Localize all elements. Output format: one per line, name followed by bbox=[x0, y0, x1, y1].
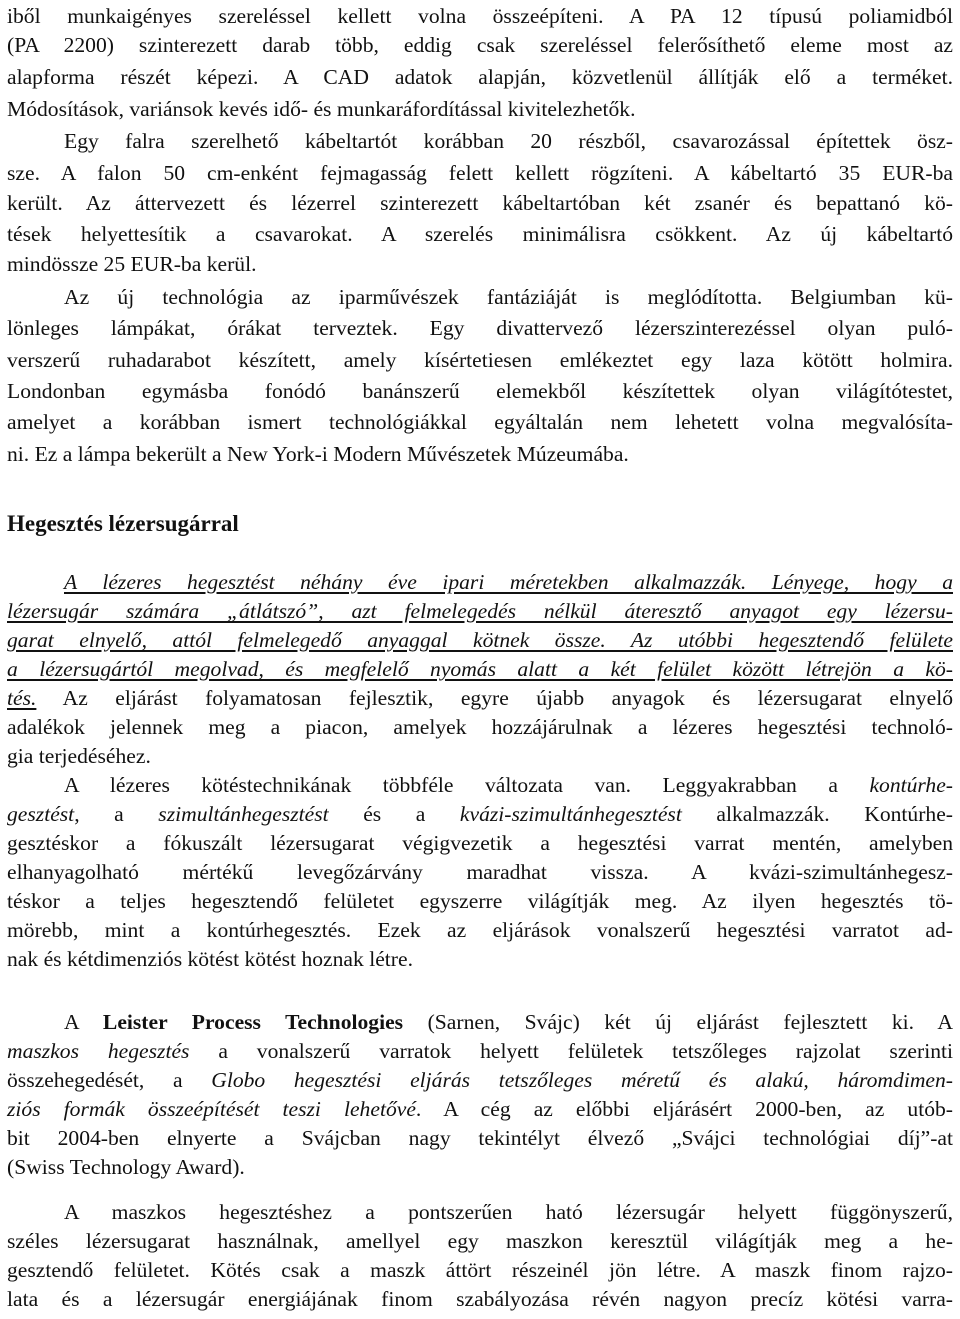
text-line bbox=[7, 856, 953, 888]
text-line bbox=[7, 438, 953, 470]
italic-text: kvázi-szimultánhegesztést bbox=[459, 802, 682, 826]
text-line bbox=[7, 914, 953, 946]
text-run: , a bbox=[74, 802, 159, 826]
text-line bbox=[7, 885, 953, 917]
text-run: gesztéskor a fókuszált lézersugarat végigvezetik a hegesztési varrat mentén, amelyben bbox=[7, 831, 953, 855]
bold-company-name: Leister Process Technologies bbox=[102, 1010, 404, 1034]
text-run: amelyet a korábban ismert technológiákkal egyáltalán nem lehetett volna megvalósíta- bbox=[7, 410, 953, 434]
text-line bbox=[7, 769, 953, 801]
italic-underlined-text: tés. bbox=[7, 686, 37, 710]
text-line bbox=[7, 566, 953, 598]
text-line bbox=[7, 624, 953, 656]
text-run: . A cég az előbbi eljárásért 2000-ben, az utób- bbox=[415, 1097, 953, 1121]
text-line bbox=[7, 1064, 953, 1096]
text-line bbox=[7, 1151, 953, 1183]
text-line bbox=[7, 653, 953, 685]
italic-text: ziós formák összeépítését teszi lehetővé bbox=[7, 1097, 416, 1121]
text-line bbox=[7, 827, 953, 859]
italic-text: kontúrhe- bbox=[869, 773, 953, 797]
text-run: gesztendő felületet. Kötés csak a maszk áttört részeinél jön létre. A maszk finom rajzo- bbox=[7, 1258, 953, 1282]
text-run: Londonban egymásba fonódó banánszerű elemekből készítettek olyan világítótestet, bbox=[7, 379, 953, 403]
text-line bbox=[7, 61, 953, 93]
section-heading: Hegesztés lézersugárral bbox=[7, 511, 239, 536]
text-line bbox=[7, 740, 953, 772]
text-run: bit 2004-ben elnyerte a Svájcban nagy tekintélyt élvező „Svájci technológiai díj”-at bbox=[7, 1126, 953, 1150]
text-run: (Swiss Technology Award). bbox=[7, 1155, 245, 1179]
italic-text: gesztést bbox=[7, 802, 75, 826]
italic-underlined-text: lézersugár számára „átlátszó”, azt felmelegedés nélkül áteresztő anyagot egy lézersu- bbox=[7, 599, 953, 623]
text-run: tések helyettesítik a csavarokat. A szerelés minimálisra csökkent. Az új kábeltartó bbox=[7, 222, 953, 246]
text-run: (PA 2200) szinterezett darab több, eddig csak szereléssel felerősíthető eleme most az bbox=[7, 33, 953, 57]
text-line bbox=[7, 0, 953, 32]
text-line bbox=[7, 93, 953, 125]
text-line bbox=[7, 312, 953, 344]
text-run: Az új technológia az iparművészek fantáziáját is meglódította. Belgiumban kü- bbox=[64, 285, 953, 309]
text-run: adalékok jelennek meg a piacon, amelyek hozzájárulnak a lézeres hegesztési technoló- bbox=[7, 715, 953, 739]
text-line bbox=[7, 344, 953, 376]
text-run: mindössze 25 EUR-ba kerül. bbox=[7, 252, 257, 276]
text-line bbox=[7, 187, 953, 219]
text-line bbox=[7, 125, 953, 157]
text-run: ni. Ez a lámpa bekerült a New York-i Modern Művészetek Múzeumába. bbox=[7, 442, 629, 466]
text-run: sze. A falon 50 cm-enként fejmagasság felett kellett rögzíteni. A kábeltartó 35 EUR-ba bbox=[7, 161, 953, 185]
italic-text: szimultánhegesztést bbox=[158, 802, 329, 826]
italic-text: maszkos hegesztés bbox=[7, 1039, 190, 1063]
text-run: téskor a teljes hegesztendő felületet egyszerre világítják meg. Az ilyen hegesztés tö- bbox=[7, 889, 953, 913]
text-line bbox=[7, 1006, 953, 1038]
text-run: mörebb, mint a kontúrhegesztés. Ezek az eljárások vonalszerű hegesztési varratot ad- bbox=[7, 918, 953, 942]
text-run: Módosítások, variánsok kevés idő- és munkaráfordítással kivitelezhetők. bbox=[7, 97, 636, 121]
text-run: gia terjedéséhez. bbox=[7, 744, 151, 768]
italic-underlined-text: a lézersugártól megolvad, és megfelelő nyomás alatt a két felület között létrejön a kö- bbox=[7, 657, 953, 681]
text-run: A maszkos hegesztéshez a pontszerűen ható lézersugár helyett függönyszerű, bbox=[64, 1200, 953, 1224]
italic-text: Globo hegesztési eljárás tetszőleges méretű és alakú, háromdimen- bbox=[211, 1068, 953, 1092]
text-run: verszerű ruhadarabot készített, amely kísértetiesen emlékeztet egy laza kötött holmira. bbox=[7, 348, 953, 372]
text-run: alkalmazzák. Kontúrhe- bbox=[681, 802, 953, 826]
text-run: elhanyagolható mértékű levegőzárvány maradhat vissza. A kvázi-szimultánhegesz- bbox=[7, 860, 953, 884]
text-run: és a bbox=[328, 802, 460, 826]
text-run: Egy falra szerelhető kábeltartót korábban 20 részből, csavarozással építettek ösz- bbox=[64, 129, 953, 153]
italic-underlined-text: A lézeres hegesztést néhány éve ipari méretekben alkalmazzák. Lényege, hogy a bbox=[64, 570, 953, 594]
text-line bbox=[7, 375, 953, 407]
text-line bbox=[7, 248, 953, 280]
text-line bbox=[7, 682, 953, 714]
text-line bbox=[7, 406, 953, 438]
text-line bbox=[7, 943, 953, 975]
text-run: lönleges lámpákat, órákat terveztek. Egy divattervező lézerszinterezéssel olyan puló- bbox=[7, 316, 953, 340]
text-run: alapforma részét képezi. A CAD adatok alapján, közvetlenül állítják elő a terméket. bbox=[7, 65, 953, 89]
text-run: összehegedését, a bbox=[7, 1068, 212, 1092]
text-run: a vonalszerű varratok helyett felületek tetszőleges rajzolat szerinti bbox=[189, 1039, 953, 1063]
text-line bbox=[7, 595, 953, 627]
text-line bbox=[7, 218, 953, 250]
text-run: A bbox=[64, 1010, 103, 1034]
text-line bbox=[7, 1283, 953, 1315]
text-line bbox=[7, 1093, 953, 1125]
text-line bbox=[7, 798, 953, 830]
text-run: nak és kétdimenziós kötést kötést hoznak létre. bbox=[7, 947, 413, 971]
text-run: került. Az áttervezett és lézerrel szinterezett kábeltartóban két zsanér és bepattanó kö- bbox=[7, 191, 953, 215]
text-run: Az eljárást folyamatosan fejlesztik, egyre újabb anyagok és lézersugarat elnyelő bbox=[36, 686, 953, 710]
text-line bbox=[7, 1035, 953, 1067]
text-line bbox=[7, 1225, 953, 1257]
italic-underlined-text: garat elnyelő, attól felmelegedő anyaggal kötnek össze. Az utóbbi hegesztendő felülete bbox=[7, 628, 953, 652]
text-line bbox=[7, 1254, 953, 1286]
text-line bbox=[7, 29, 953, 61]
text-line bbox=[7, 711, 953, 743]
text-run: iből munkaigényes szereléssel kellett volna összeépíteni. A PA 12 típusú poliamidból bbox=[7, 4, 953, 28]
text-run: (Sarnen, Svájc) két új eljárást fejlesztett ki. A bbox=[403, 1010, 953, 1034]
text-run: lata és a lézersugár energiájának finom szabályozása révén nagyon precíz kötési varra- bbox=[7, 1287, 953, 1311]
text-run: széles lézersugarat használnak, amellyel egy maszkon keresztül világítják meg a he- bbox=[7, 1229, 953, 1253]
text-run: A lézeres kötéstechnikának többféle változata van. Leggyakrabban a bbox=[64, 773, 870, 797]
text-line bbox=[7, 157, 953, 189]
text-line bbox=[7, 1122, 953, 1154]
text-line bbox=[7, 281, 953, 313]
text-line bbox=[7, 1196, 953, 1228]
